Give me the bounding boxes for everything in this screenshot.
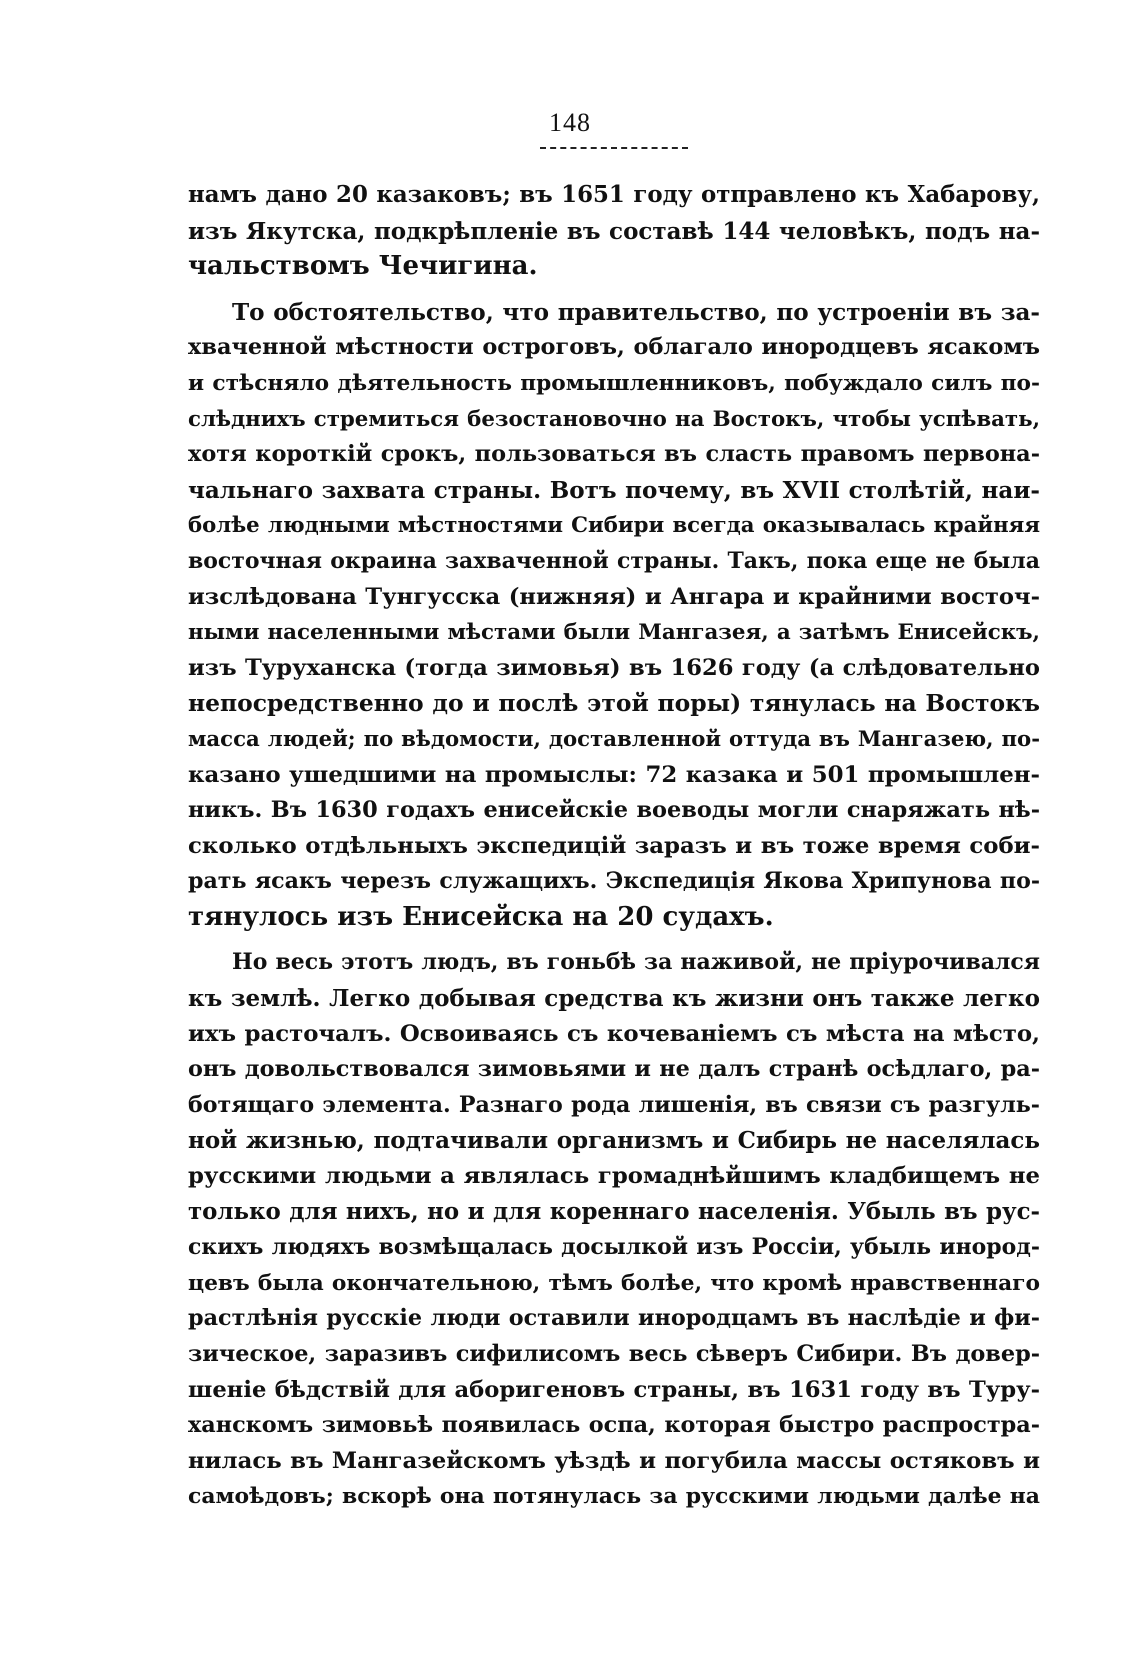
text-line: ихъ расточалъ. Освоиваясь съ кочеваніемъ съ мѣста на мѣсто,	[188, 1020, 1040, 1047]
text-line: самоѣдовъ; вскорѣ она потянулась за русскими людьми далѣе на	[188, 1483, 1040, 1510]
text-line: нилась въ Мангазейскомъ уѣздѣ и погубила массы остяковъ и	[188, 1447, 1040, 1474]
text-line: ханскомъ зимовьѣ появилась оспа, которая быстро распростра-	[188, 1412, 1040, 1439]
text-line: слѣднихъ стремиться безостановочно на Востокъ, чтобы успѣвать,	[188, 406, 1040, 432]
text-body	[188, 178, 1040, 1515]
text-line: тянулось изъ Енисейска на 20 судахъ.	[188, 901, 774, 932]
text-line: ботящаго элемента. Разнаго рода лишенія, въ связи съ разгуль-	[188, 1091, 1040, 1118]
text-line: ными населенными мѣстами были Мангазея, а затѣмъ Енисейскъ,	[188, 620, 1040, 646]
text-line: рать ясакъ черезъ служащихъ. Экспедиція Якова Хрипунова по-	[188, 868, 1040, 895]
text-line: къ землѣ. Легко добывая средства къ жизни онъ также легко	[188, 985, 1040, 1013]
text-line: чальствомъ Чечигина.	[188, 251, 538, 282]
text-line: растлѣнія русскіе люди оставили инородцамъ въ наслѣдіе и фи-	[188, 1305, 1040, 1332]
text-line: хотя короткій срокъ, пользоваться въ сласть правомъ первона-	[188, 441, 1040, 468]
text-line: болѣе людными мѣстностями Сибири всегда оказывалась крайняя	[188, 513, 1040, 539]
text-line: и стѣсняло дѣятельность промышленниковъ, побуждало силъ по-	[188, 370, 1040, 396]
text-line: масса людей; по вѣдомости, доставленной оттуда въ Мангазею, по-	[188, 726, 1040, 752]
text-line: изъ Якутска, подкрѣпленіе въ составѣ 144 человѣкъ, подъ на-	[188, 217, 1040, 245]
text-line: хваченной мѣстности остроговъ, облагало инородцевъ ясакомъ	[188, 334, 1040, 361]
text-line: Но весь этотъ людъ, въ гоньбѣ за наживой, не пріурочивался	[232, 949, 1040, 976]
text-line: восточная окраина захваченной страны. Такъ, пока еще не была	[188, 547, 1040, 574]
text-line: сколько отдѣльныхъ экспедицій заразъ и въ тоже время соби-	[188, 832, 1040, 859]
text-line: ной жизнью, подтачивали организмъ и Сибирь не населялась	[188, 1127, 1040, 1155]
text-line: зическое, заразивъ сифилисомъ весь сѣверъ Сибири. Въ довер-	[188, 1341, 1040, 1367]
text-line: То обстоятельство, что правительство, по устроеніи въ за-	[232, 298, 1040, 326]
text-line: русскими людьми а являлась громаднѣйшимъ кладбищемъ не	[188, 1163, 1040, 1190]
text-line: непосредственно до и послѣ этой поры) тянулась на Востокъ	[188, 689, 1040, 718]
text-line: казано ушедшими на промыслы: 72 казака и 501 промышлен-	[188, 761, 1040, 788]
text-line: намъ дано 20 казаковъ; въ 1651 году отправлено къ Хабарову,	[188, 182, 1040, 208]
text-line: никъ. Въ 1630 годахъ енисейскіе воеводы могли снаряжать нѣ-	[188, 797, 1040, 824]
text-line: только для нихъ, но и для кореннаго населенія. Убыль въ рус-	[188, 1198, 1040, 1225]
page-number-rule	[540, 147, 688, 149]
paragraph-gap	[188, 285, 1040, 295]
text-line: цевъ была окончательною, тѣмъ болѣе, что кромѣ нравственнаго	[188, 1270, 1040, 1296]
page-number: 148	[549, 108, 591, 137]
text-line: шеніе бѣдствій для аборигеновъ страны, въ 1631 году въ Туру-	[188, 1376, 1040, 1403]
paragraph-gap	[188, 935, 1040, 945]
text-line: изъ Туруханска (тогда зимовья) въ 1626 году (а слѣдовательно	[188, 654, 1040, 681]
text-line: скихъ людяхъ возмѣщалась досылкой изъ Россіи, убыль инород-	[188, 1234, 1040, 1261]
text-line: онъ довольствовался зимовьями и не далъ странѣ осѣдлаго, ра-	[188, 1056, 1040, 1083]
text-line: изслѣдована Тунгусска (нижняя) и Ангара и крайними восточ-	[188, 583, 1040, 610]
text-line: чальнаго захвата страны. Вотъ почему, въ XVII столѣтій, наи-	[188, 476, 1040, 504]
